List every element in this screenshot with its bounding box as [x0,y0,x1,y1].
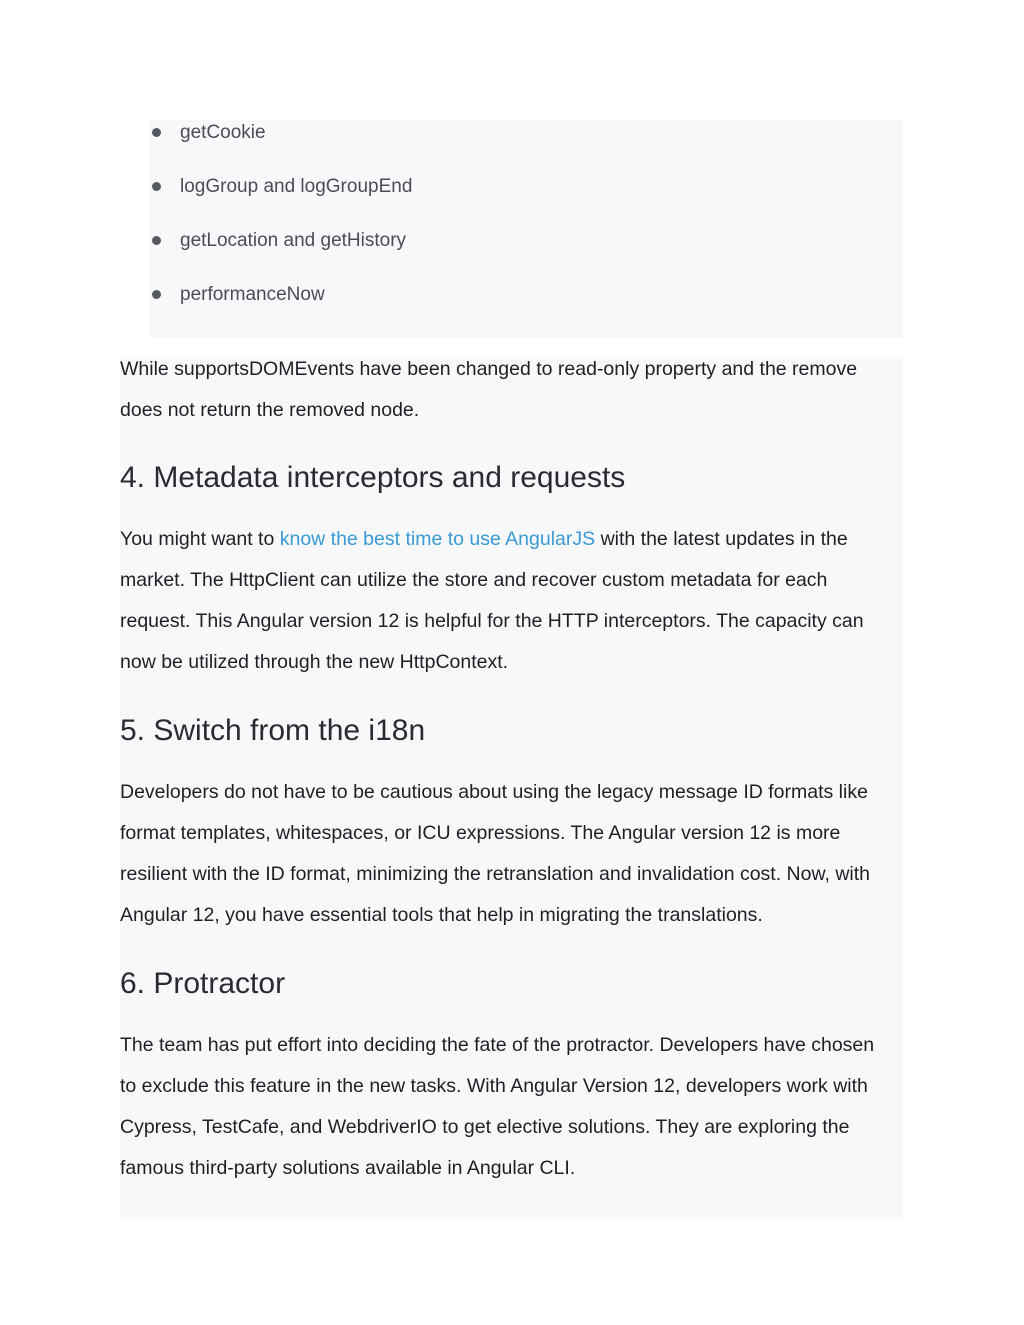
paragraph-line [120,519,910,560]
paragraph-line: resilient with the ID format, minimizing the retranslation and invalidation cost. Now, with [120,863,870,885]
paragraph-line: format templates, whitespaces, or ICU expressions. The Angular version 12 is more [120,822,841,844]
list-item-text: performanceNow [180,284,325,305]
paragraph-line: request. This Angular version 12 is helpful for the HTTP interceptors. The capacity can [120,610,864,632]
paragraph-line: does not return the removed node. [120,399,420,421]
paragraph-line: Angular 12, you have essential tools that help in migrating the translations. [120,904,763,926]
bullet-icon [152,290,161,299]
list-item-text: getCookie [180,122,266,143]
section4-paragraph [120,519,910,683]
paragraph-line: While supportsDOMEvents have been changed to read-only property and the remove [120,358,858,380]
paragraph-line: market. The HttpClient can utilize the store and recover custom metadata for each [120,569,828,591]
paragraph-line: Developers do not have to be cautious about using the legacy message ID formats like [120,781,868,803]
paragraph-text: with the latest updates in the [595,528,848,550]
section5-paragraph [120,772,910,936]
article-content [120,357,903,1219]
angularjs-article-link[interactable]: know the best time to use AngularJS [279,528,596,550]
paragraph-text: You might want to [120,528,280,550]
bullet-icon [152,182,161,191]
section-heading-metadata: 4. Metadata interceptors and requests [120,461,626,494]
paragraph-line: The team has put effort into deciding the fate of the protractor. Developers have chosen [120,1034,875,1056]
intro-paragraph [120,349,910,431]
bullet-icon [152,236,161,245]
paragraph-line: Cypress, TestCafe, and WebdriverIO to get elective solutions. They are exploring the [120,1116,850,1138]
api-list-block [150,120,903,338]
paragraph-line: famous third-party solutions available in Angular CLI. [120,1157,576,1179]
section-heading-i18n: 5. Switch from the i18n [120,714,426,747]
paragraph-line: to exclude this feature in the new tasks. With Angular Version 12, developers work with [120,1075,868,1097]
bullet-icon [152,128,161,137]
list-item-text: logGroup and logGroupEnd [180,176,413,197]
section6-paragraph [120,1025,910,1189]
list-item-text: getLocation and getHistory [180,230,407,251]
paragraph-line: now be utilized through the new HttpContext. [120,651,509,673]
section-heading-protractor: 6. Protractor [120,967,286,1000]
